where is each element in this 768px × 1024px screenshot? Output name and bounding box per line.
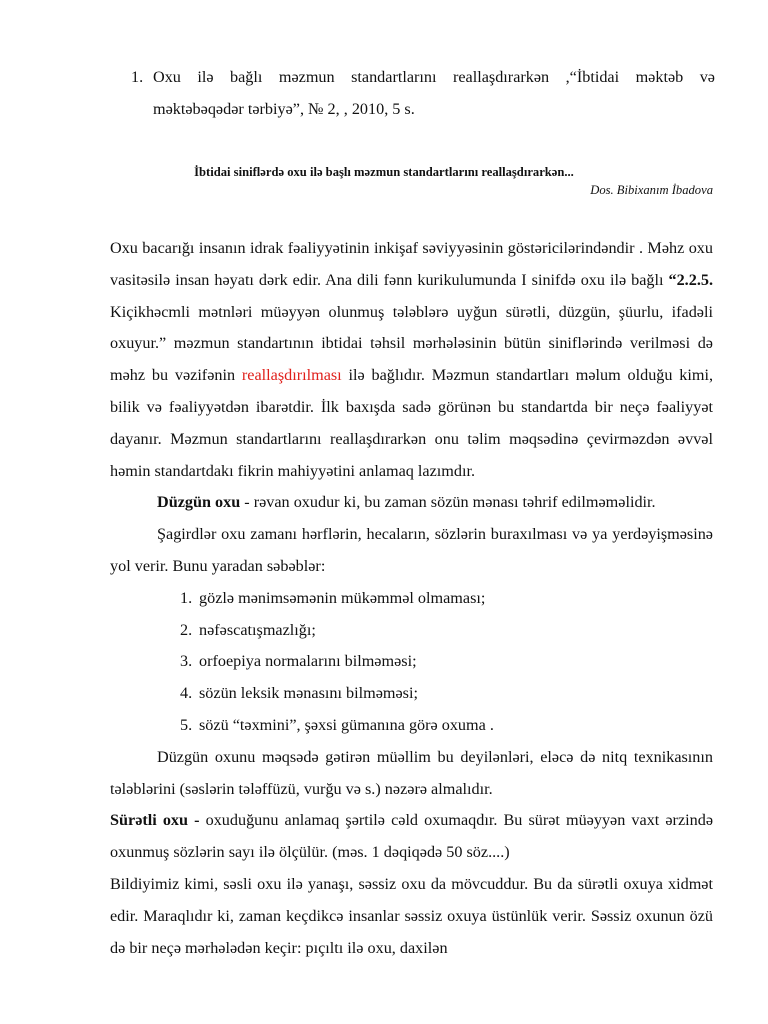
standard-code: “2.2.5. xyxy=(668,270,713,289)
term-fast-reading: Sürətli oxu - xyxy=(110,811,200,830)
causes-list xyxy=(110,583,713,742)
paragraph-teacher: Düzgün oxunu məqsədə gətirən müəllim bu deyilənləri, eləcə də nitq texnikasının tələblərini (səslərin tələffüzü, vurğu və s.) nəzərə almalıdır. xyxy=(110,747,713,798)
reference-entry xyxy=(133,62,715,126)
list-item-number: 4. xyxy=(180,684,193,703)
highlighted-word: reallaşdırılması xyxy=(241,366,342,385)
list-item-text: sözü “təxmini”, şəxsi gümanına görə oxuma . xyxy=(199,715,494,734)
paragraph-errors: Şagirdlər oxu zamanı hərflərin, hecaların, sözlərin buraxılması və ya yerdəyişməsinə yol verir. Bunu yaradan səbəblər: xyxy=(110,525,713,575)
list-item-number: 5. xyxy=(180,715,193,734)
list-item-text: gözlə mənimsəmənin mükəmməl olmaması; xyxy=(199,588,486,607)
definition-correct-reading: - rəvan oxudur ki, bu zaman sözün mənası təhrif edilməməlidir. xyxy=(240,493,656,512)
list-item-text: sözün leksik mənasını bilməməsi; xyxy=(199,684,418,703)
list-item xyxy=(110,678,713,710)
paragraph-intro xyxy=(110,233,713,487)
article-body xyxy=(110,233,713,964)
list-item xyxy=(110,710,713,742)
paragraph-intro-text-b: Kiçikhəcmli mətnləri müəyyən olunmuş tələblərə uyğun sürətli, düzgün, şüurlu, ifadəli oxuyur.” məzmun standartının ibtidai təhsil mərhələsinin bütün siniflərində verilməsi də məhz bu vəzifənin xyxy=(110,302,713,385)
paragraph-fast-reading xyxy=(110,805,713,869)
list-item xyxy=(110,583,713,615)
list-item-text: orfoepiya normalarını bilməməsi; xyxy=(199,652,417,671)
article-author: Dos. Bibixanım İbadova xyxy=(590,183,713,197)
paragraph-correct-reading xyxy=(110,487,713,519)
list-item-text: nəfəscatışmazlığı; xyxy=(199,620,316,639)
paragraph-intro-text-a: Oxu bacarığı insanın idrak fəaliyyətinin inkişaf səviyyəsinin göstəricilərindəndir . Məhz oxu vasitəsilə insan həyatı dərk edir. Ana dili fənn kurikulumunda I sinifdə oxu ilə bağlı xyxy=(110,239,713,289)
list-item-number: 1. xyxy=(180,588,193,607)
article-title: İbtidai siniflərdə oxu ilə başlı məzmun standartlarını reallaşdırarkən... xyxy=(194,165,574,179)
paragraph-intro-text-c: ilə bağlıdır. Məzmun standartları məlum olduğu kimi, bilik və fəaliyyətdən ibarətdir. İlk baxışda sadə görünən bu standartda bir neçə fəaliyyət dayanır. Məzmun standartlarını reallaşdırarkən onu təlim məqsədinə çevirməzdən əvvəl həmin standartdakı fikrin mahiyyətini anlamaq lazımdır. xyxy=(110,366,714,480)
reference-number: 1. xyxy=(131,68,144,86)
paragraph-silent-reading: Bildiyimiz kimi, səsli oxu ilə yanaşı, səssiz oxu da mövcuddur. Bu da sürətli oxuya xidmət edir. Maraqlıdır ki, zaman keçdikcə insanlar səssiz oxuya üstünlük verir. Səssiz oxunun özü də bir neçə mərhələdən keçir: pıçıltı ilə oxu, daxilən xyxy=(110,874,713,957)
list-item xyxy=(110,615,713,647)
list-item-number: 2. xyxy=(180,620,193,639)
list-item-number: 3. xyxy=(180,652,193,671)
definition-fast-reading: oxuduğunu anlamaq şərtilə cəld oxumaqdır. Bu sürət müəyyən vaxt ərzində oxunmuş sözlərin sayı ilə ölçülür. (məs. 1 dəqiqədə 50 söz....) xyxy=(110,811,714,862)
list-item xyxy=(110,646,713,678)
reference-line-1: Oxu ilə bağlı məzmun standartlarını reallaşdırarkən ,“İbtidai məktəb və xyxy=(153,68,715,86)
term-correct-reading: Düzgün oxu xyxy=(157,493,241,512)
reference-line-2: məktəbəqədər tərbiyə”, № 2, , 2010, 5 s. xyxy=(153,99,415,118)
